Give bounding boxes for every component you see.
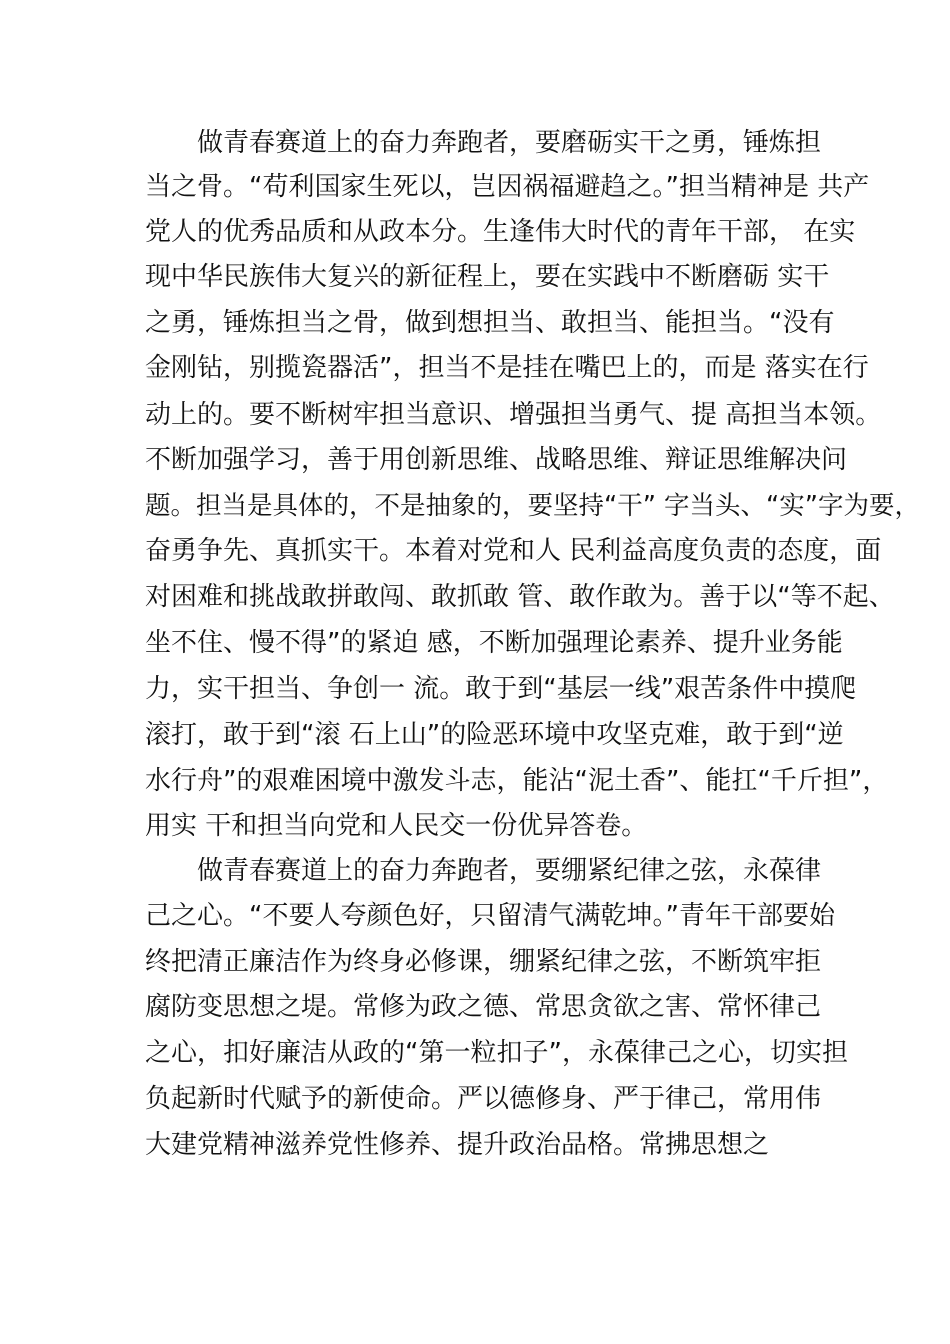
paragraph-1-line-15: 水行舟”的艰难困境中激发斗志，能沾“泥土香”、能扛“千斤担”， xyxy=(145,766,889,796)
paragraph-2-line-5: 之心，扣好廉洁从政的“第一粒扣子”，永葆律己之心，切实担 xyxy=(145,1038,848,1068)
paragraph-2-line-4: 腐防变思想之堤。常修为政之德、常思贪欲之害、常怀律己 xyxy=(145,992,822,1022)
paragraph-1-line-5: 之勇，锤炼担当之骨，做到想担当、敢担当、能担当。“没有 xyxy=(145,308,835,338)
paragraph-2-line-7: 大建党精神滋养党性修养、提升政治品格。常拂思想之 xyxy=(145,1130,770,1160)
paragraph-1-line-10: 奋勇争先、真抓实干。本着对党和人 民利益高度负责的态度，面 xyxy=(145,536,882,566)
paragraph-1-line-4: 现中华民族伟大复兴的新征程上，要在实践中不断磨砺 实干 xyxy=(145,262,830,292)
paragraph-2-line-6: 负起新时代赋予的新使命。严以德修身、严于律己，常用伟 xyxy=(145,1084,822,1114)
paragraph-1-line-8: 不断加强学习，善于用创新思维、战略思维、辩证思维解决问 xyxy=(145,445,848,475)
paragraph-1-line-6: 金刚钻，别揽瓷器活”，担当不是挂在嘴巴上的，而是 落实在行 xyxy=(145,353,869,383)
paragraph-1-line-14: 滚打，敢于到“滚 石上山”的险恶环境中攻坚克难，敢于到“逆 xyxy=(145,720,844,750)
paragraph-2-line-1: 做青春赛道上的奋力奔跑者，要绷紧纪律之弦，永葆律 xyxy=(197,856,822,886)
paragraph-1-line-9: 题。担当是具体的，不是抽象的，要坚持“干” 字当头、“实”字为要， xyxy=(145,491,920,521)
paragraph-1-line-3: 党人的优秀品质和从政本分。生逢伟大时代的青年干部， 在实 xyxy=(145,217,856,247)
paragraph-2-line-2: 己之心。“不要人夸颜色好，只留清气满乾坤。”青年干部要始 xyxy=(145,901,835,931)
paragraph-2-line-3: 终把清正廉洁作为终身必修课，绷紧纪律之弦，不断筑牢拒 xyxy=(145,947,822,977)
paragraph-1-line-1: 做青春赛道上的奋力奔跑者，要磨砺实干之勇，锤炼担 xyxy=(197,128,822,158)
paragraph-1-line-12: 坐不住、慢不得”的紧迫 感，不断加强理论素养、提升业务能 xyxy=(145,628,843,658)
paragraph-1-line-13: 力，实干担当、争创一 流。敢于到“基层一线”艰苦条件中摸爬 xyxy=(145,674,857,704)
paragraph-1-line-11: 对困难和挑战敢拼敢闯、敢抓敢 管、敢作敢为。善于以“等不起、 xyxy=(145,582,895,612)
paragraph-1-line-16: 用实 干和担当向党和人民交一份优异答卷。 xyxy=(145,811,648,841)
paragraph-1-line-2: 当之骨。“苟利国家生死以，岂因祸福避趋之。”担当精神是 共产 xyxy=(145,172,870,202)
paragraph-1-line-7: 动上的。要不断树牢担当意识、增强担当勇气、提 高担当本领。 xyxy=(145,400,882,430)
